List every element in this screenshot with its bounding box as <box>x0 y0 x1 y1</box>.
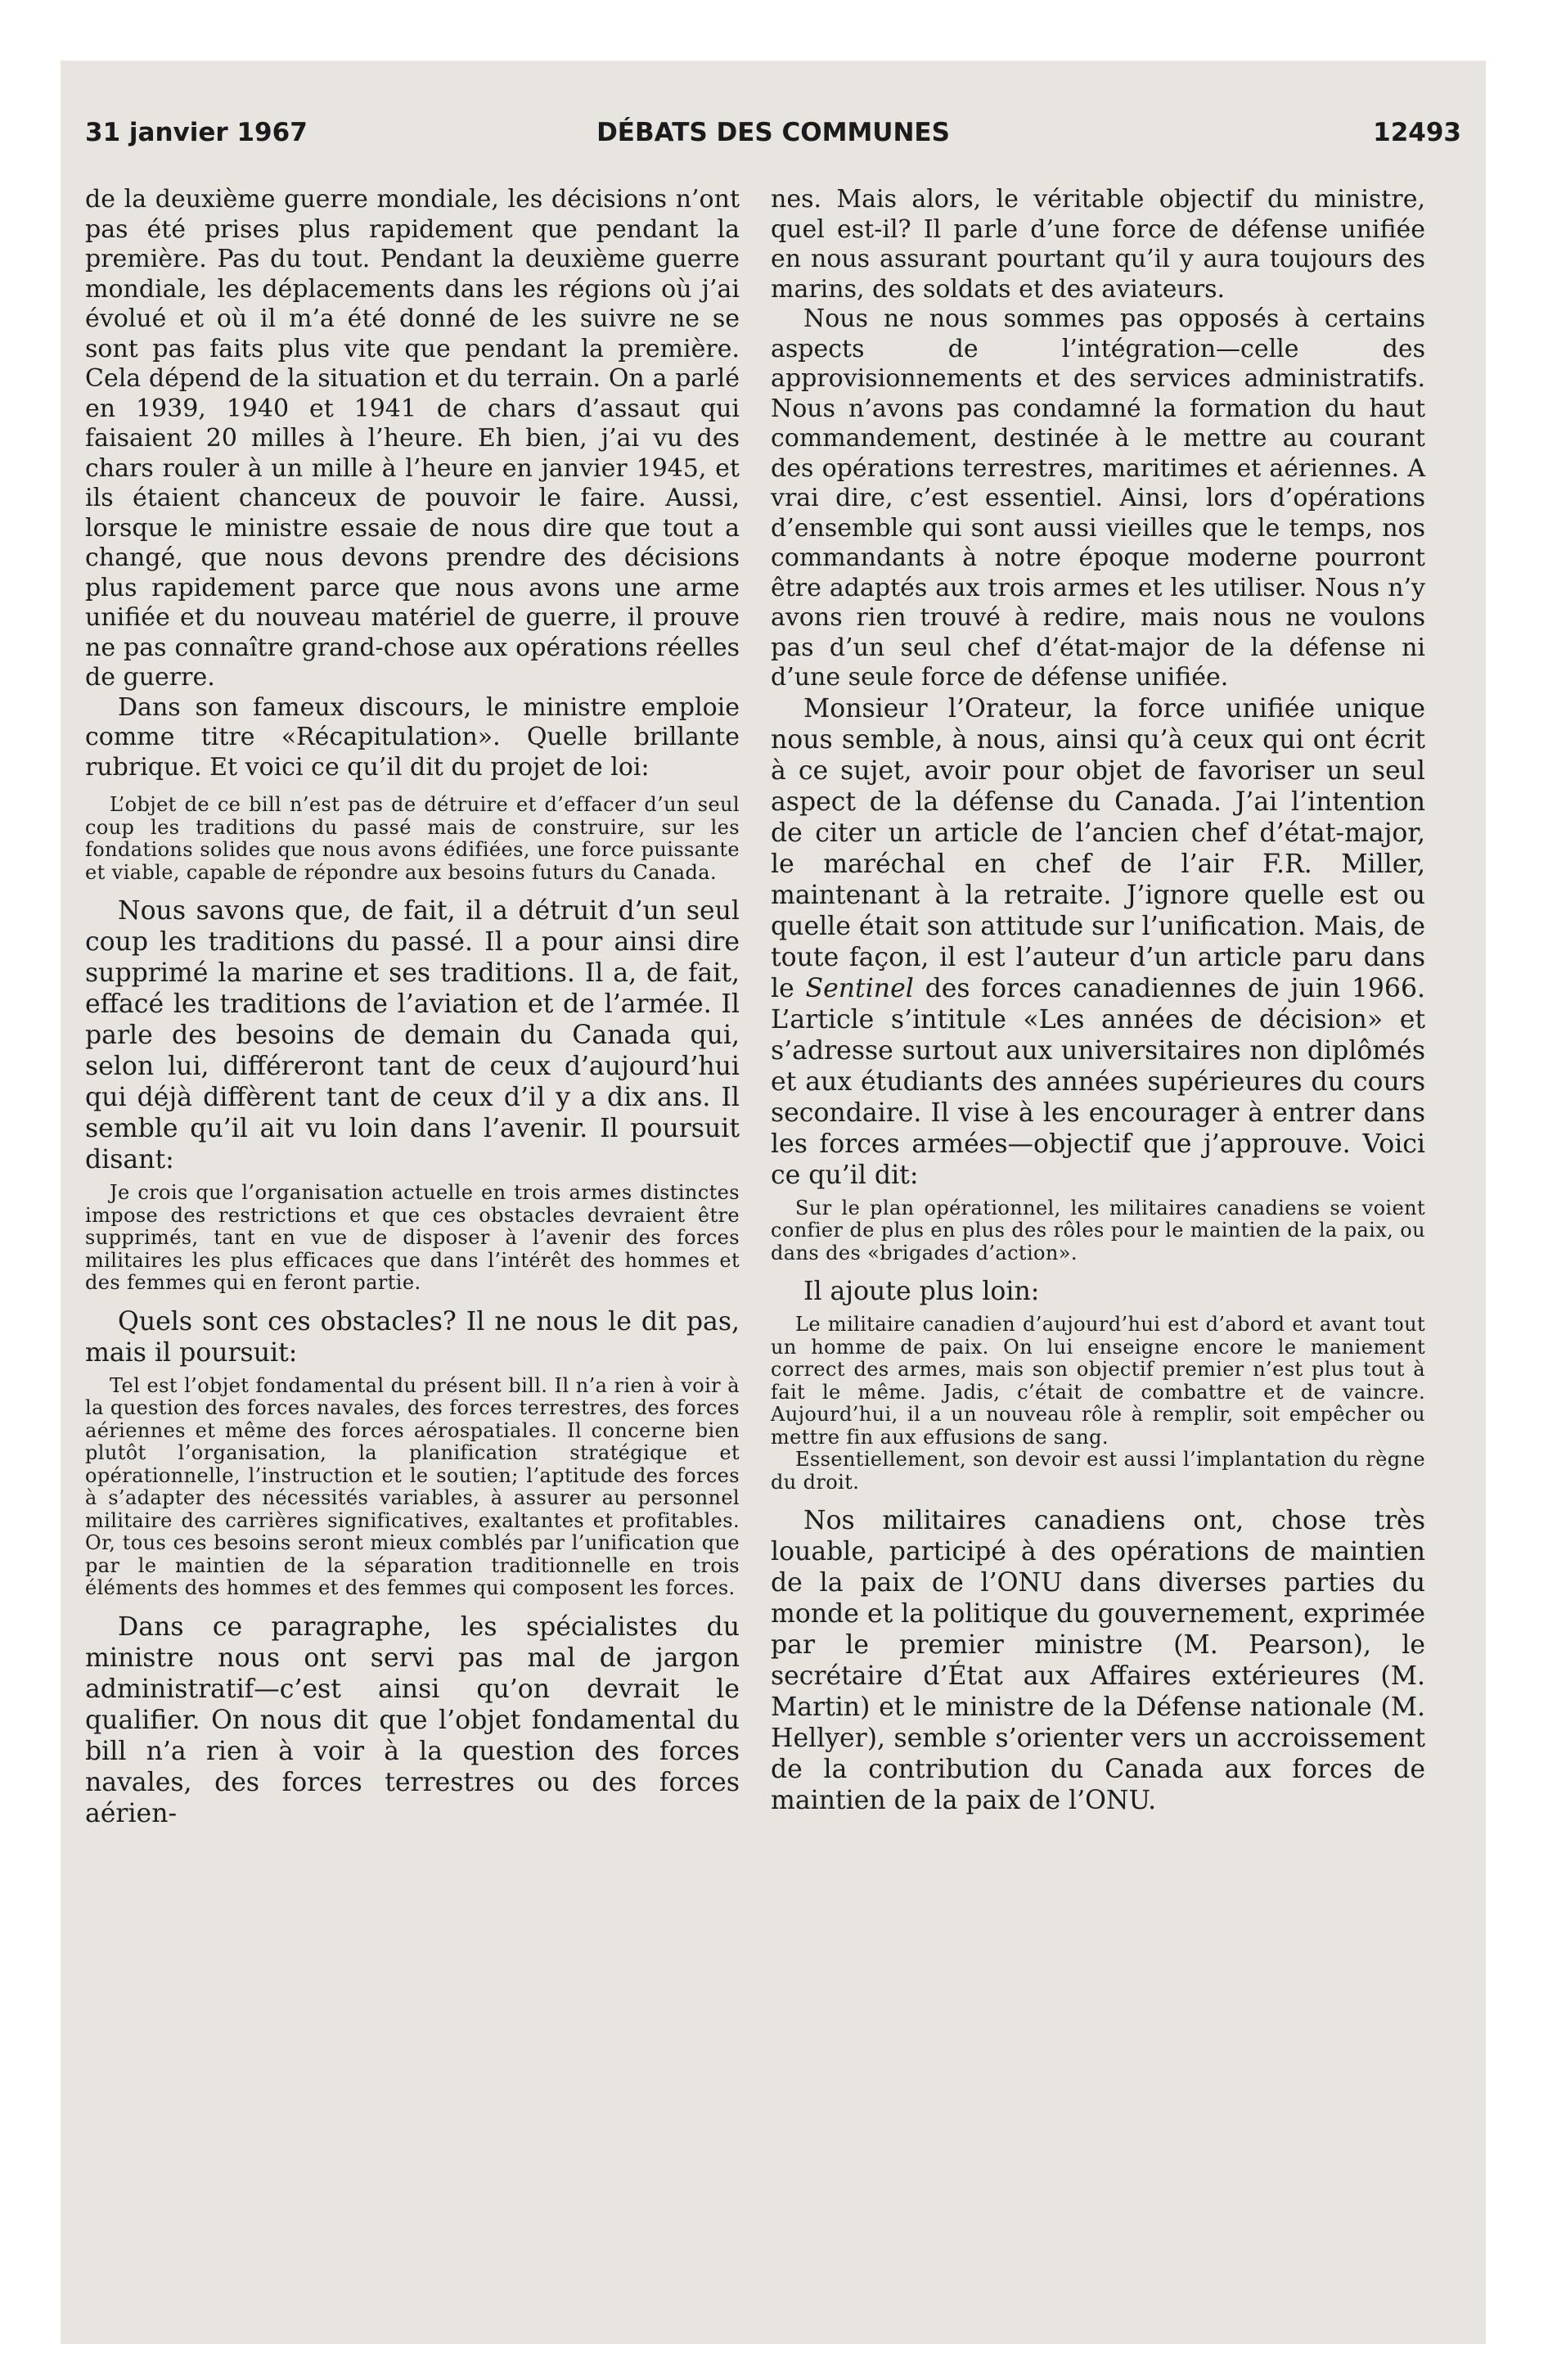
paragraph: Dans ce paragraphe, les spécialistes du ministre nous ont servi pas mal de jargon administratif—c’est ainsi qu’on devrait le qualifier. On nous dit que l’objet fondamental du bill n’a rien à voir à la question des forces navales, des forces terrestres ou des forces aérien- <box>85 1611 740 1828</box>
publication-title: Sentinel <box>805 973 914 1003</box>
block-quote: Sur le plan opérationnel, les militaires canadiens se voient confier de plus en plus des rôles pour le maintien de la paix, ou dans des «brigades d’action». <box>771 1196 1425 1264</box>
page-number: 12493 <box>1373 118 1461 147</box>
header-date: 31 janvier 1967 <box>85 118 308 147</box>
right-column <box>771 185 1425 1816</box>
block-quote: Je crois que l’organisation actuelle en trois armes distinctes impose des restrictions et que ces obstacles devraient être supprimés, tant en vue de disposer à l’avenir des forces militaires les plus efficaces que dans l’intérêt des hommes et des femmes qui en feront partie. <box>85 1181 740 1294</box>
page-header <box>85 118 1461 159</box>
paragraph: Il ajoute plus loin: <box>803 1277 1040 1306</box>
paragraph: Dans son fameux discours, le ministre emploie comme titre «Récapitulation». Quelle brillante rubrique. Et voici ce qu’il dit du projet de loi: <box>85 692 740 782</box>
paragraph: Nos militaires canadiens ont, chose très louable, participé à des opérations de maintien de la paix de l’ONU dans diverses parties du monde et la politique du gouvernement, exprimée par le premier ministre (M. Pearson), le secrétaire d’État aux Affaires extérieures (M. Martin) et le ministre de la Défense nationale (M. Hellyer), semble s’orienter vers un accroissement de la contribution du Canada aux forces de maintien de la paix de l’ONU. <box>771 1506 1425 1815</box>
paragraph: Quels sont ces obstacles? Il ne nous le dit pas, mais il poursuit: <box>85 1306 740 1368</box>
block-quote: L’objet de ce bill n’est pas de détruire et d’effacer d’un seul coup les traditions du passé mais de construire, sur les fondations solides que nous avons édifiées, une force puissante et viable, capable de répondre aux besoins futurs du Canada. <box>85 793 740 884</box>
block-quote: Tel est l’objet fondamental du présent bill. Il n’a rien à voir à la question des forces navales, des forces terrestres, des forces aériennes et même des forces aérospatiales. Il concerne bien plutôt l’organisation, la planification stratégique et opérationnelle, l’instruction et le soutien; l’aptitude des forces à s’adapter des nécessités variables, à assurer au personnel militaire des carrières significatives, exaltantes et profitables. Or, tous ces besoins seront mieux comblés par l’unification que par le maintien de la séparation traditionnelle en trois éléments des hommes et des femmes qui composent les forces. <box>85 1373 740 1599</box>
paragraph: de la deuxième guerre mondiale, les décisions n’ont pas été prises plus rapidement que pendant la première. Pas du tout. Pendant la deuxième guerre mondiale, les déplacements dans les régions où j’ai évolué et où il m’a été donné de les suivre ne se sont pas faits plus vite que pendant la première. Cela dépend de la situation et du terrain. On a parlé en 1939, 1940 et 1941 de chars d’assaut qui faisaient 20 milles à l’heure. Eh bien, j’ai vu des chars rouler à un mille à l’heure en janvier 1945, et ils étaient chanceux de pouvoir le faire. Aussi, lorsque le ministre essaie de nous dire que tout a changé, que nous devons prendre des décisions plus rapidement parce que nous avons une arme unifiée et du nouveau matériel de guerre, il prouve ne pas connaître grand-chose aux opérations réelles de guerre. <box>85 185 740 692</box>
scanned-page <box>61 61 1486 2344</box>
paragraph-text: Monsieur l’Orateur, la force unifiée unique nous semble, à nous, ainsi qu’à ceux qui ont écrit à ce sujet, avoir pour objet de favoriser un seul aspect de la défense du Canada. J’ai l’intention de citer un article de l’ancien chef d’état-major, le maréchal en chef de l’air F.R. Miller, maintenant à la retraite. J’ignore quelle est ou quelle était son attitude sur l’unification. Mais, de toute façon, il est l’auteur d’un article paru dans le <box>771 693 1425 1003</box>
paragraph <box>771 693 1425 1191</box>
paragraph-text: des forces canadiennes de juin 1966. L’article s’intitule «Les années de décision» et s’adresse surtout aux universitaires non diplômés et aux étudiants des années supérieures du cours secondaire. Il vise à les encourager à entrer dans les forces armées—objectif que j’approuve. Voici ce qu’il dit: <box>771 973 1425 1190</box>
paragraph: Nous savons que, de fait, il a détruit d’un seul coup les traditions du passé. Il a pour ainsi dire supprimé la marine et ses traditions. Il a, de fait, effacé les traditions de l’aviation et de l’armée. Il parle des besoins de demain du Canada qui, selon lui, différeront tant de ceux d’aujourd’hui qui déjà diffèrent tant de ceux d’il y a dix ans. Il semble qu’il ait vu loin dans l’avenir. Il poursuit disant: <box>85 896 740 1174</box>
header-title: DÉBATS DES COMMUNES <box>596 118 950 147</box>
paragraph: Nous ne nous sommes pas opposés à certains aspects de l’intégration—celle des approvisionnements et des services administratifs. Nous n’avons pas condamné la formation du haut commandement, destinée à le mettre au courant des opérations terrestres, maritimes et aériennes. A vrai dire, c’est essentiel. Ainsi, lors d’opérations d’ensemble qui sont aussi vieilles que le temps, nos commandants à notre époque moderne pourront être adaptés aux trois armes et les utiliser. Nous n’y avons rien trouvé à redire, mais nous ne voulons pas d’un seul chef d’état-major de la défense ni d’une seule force de défense unifiée. <box>771 304 1425 692</box>
quote-paragraph: Essentiellement, son devoir est aussi l’implantation du règne du droit. <box>771 1448 1425 1494</box>
block-quote <box>771 1314 1425 1494</box>
left-column <box>85 185 740 1829</box>
paragraph: nes. Mais alors, le véritable objectif du ministre, quel est-il? Il parle d’une force de défense unifiée en nous assurant pourtant qu’il y aura toujours des marins, des soldats et des aviateurs. <box>771 185 1425 304</box>
quote-paragraph: Le militaire canadien d’aujourd’hui est d’abord et avant tout un homme de paix. On lui enseigne encore le maniement correct des armes, mais son objectif premier n’est plus tout à fait le même. Jadis, c’était de combattre et de vaincre. Aujourd’hui, il a un nouveau rôle à remplir, soit empêcher ou mettre fin aux effusions de sang. <box>771 1313 1425 1449</box>
